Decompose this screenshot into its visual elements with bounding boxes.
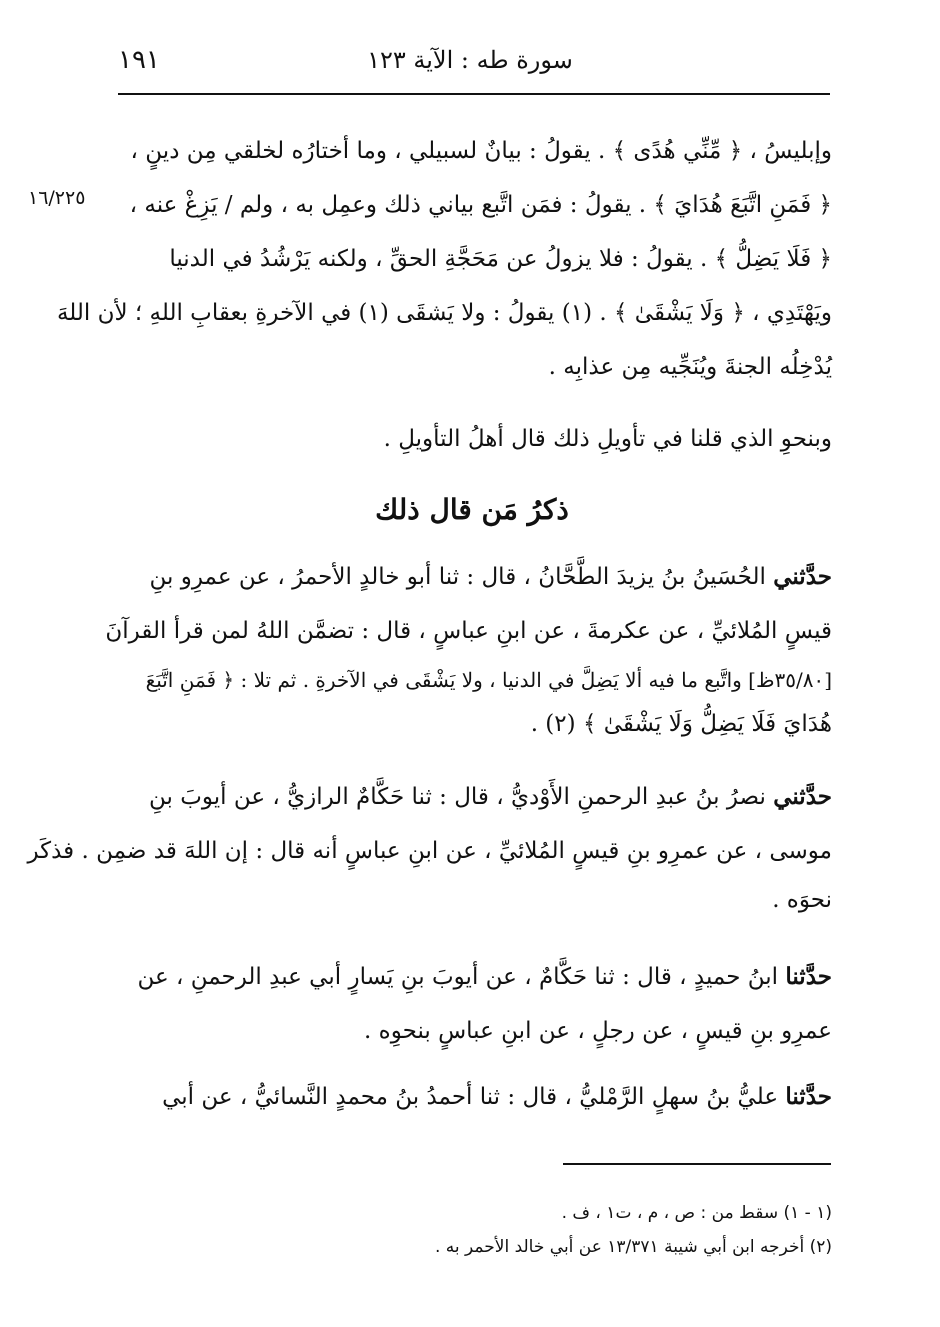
margin-reference: ١٦/٢٢٥	[28, 187, 86, 209]
narration-lead: حدَّثنا	[785, 1083, 832, 1110]
header-rule	[118, 93, 830, 95]
footnote-rule	[563, 1163, 831, 1165]
paragraph-5	[112, 950, 832, 1058]
text-line: وبنحوِ الذي قلنا في تأويلِ ذلك قال أهلُ التأويلِ .	[383, 426, 832, 452]
text-line: هُدَايَ فَلَا يَضِلُّ وَلَا يَشْقَىٰ ﴾ (٢) .	[530, 711, 832, 737]
text-line: ﴿ فَمَنِ اتَّبَعَ هُدَايَ ﴾ . يقولُ : فمَن اتَّبع بياني ذلك وعمِل به ، ولم / يَزِغْ عنه ،	[129, 192, 832, 218]
paragraph-2	[112, 412, 832, 466]
text-segment: نصرُ بنُ عبدِ الرحمنِ الأَوْديُّ ، قال : ثنا حَكَّامٌ الرازيُّ ، عن أيوبَ بنِ	[148, 784, 774, 810]
text-segment: ابنُ حميدٍ ، قال : ثنا حَكَّامٌ ، عن أيوبَ بنِ يَسارٍ أبي عبدِ الرحمنِ ، عن	[137, 964, 786, 990]
text-line	[112, 770, 832, 824]
text-line	[112, 1070, 832, 1124]
text-line: عمرِو بنِ قيسٍ ، عن رجلٍ ، عن ابنِ عباسٍ بنحوِه .	[364, 1018, 832, 1044]
running-title: سورة طه : الآية ١٢٣	[367, 46, 573, 74]
paragraph-4	[27, 770, 832, 922]
text-line: ويَهْتَدِي ، ﴿ وَلَا يَشْقَىٰ ﴾ . (١) يقولُ : ولا يَشقَى (١) في الآخرةِ بعقابِ اللهِ ؛ لأن اللهَ	[56, 300, 832, 326]
footnotes	[112, 1196, 832, 1264]
text-line: نحوَه .	[772, 887, 832, 913]
footnote-2: (٢) أخرجه ابن أبي شيبة ١٣/٣٧١ عن أبي خالد الأحمر به .	[434, 1237, 832, 1257]
paragraph-6	[112, 1070, 832, 1124]
text-line: [٣٥/٨٠ظ] واتَّبع ما فيه ألا يَضِلَّ في الدنيا ، ولا يَشْقَى في الآخرةِ . ثم تلا : ﴿ فَمَنِ اتَّبَعَ	[145, 668, 832, 692]
text-line	[112, 950, 832, 1004]
text-line: يُدْخِلُه الجنةَ ويُنَجِّيه مِن عذابِه .	[548, 354, 832, 380]
text-segment: الحُسَينُ بنُ يزيدَ الطَّحَّانُ ، قال : ثنا أبو خالدٍ الأحمرُ ، عن عمرِو بنِ	[149, 564, 774, 590]
text-line: قيسٍ المُلائيِّ ، عن عكرمةَ ، عن ابنِ عباسٍ ، قال : تضمَّن اللهُ لمن قرأ القرآنَ	[105, 618, 832, 644]
footnote-1: (١ - ١) سقط من : ص ، م ، ت١ ، ف .	[561, 1203, 832, 1223]
text-line	[112, 550, 832, 604]
text-line: موسى ، عن عمرِو بنِ قيسٍ المُلائيِّ ، عن ابنِ عباسٍ أنه قال : إن اللهَ قد ضمِن . فذكَر	[27, 838, 832, 864]
narration-lead: حدَّثني	[773, 563, 832, 590]
page-number: ١٩١	[118, 45, 160, 75]
text-line: وإبليسُ ، ﴿ مِّنِّي هُدًى ﴾ . يقولُ : بيانٌ لسبيلي ، وما أختارُه لخلقي مِن دينٍ ،	[130, 138, 832, 164]
narration-lead: حدَّثني	[773, 783, 832, 810]
section-heading: ذكرُ مَن قال ذلك	[375, 493, 569, 526]
narration-lead: حدَّثنا	[785, 963, 832, 990]
paragraph-3	[105, 550, 832, 746]
text-line: ﴿ فَلَا يَضِلُّ ﴾ . يقولُ : فلا يزولُ عن مَحَجَّةِ الحقِّ ، ولكنه يَرْشُدُ في الدنيا	[169, 246, 832, 272]
text-segment: عليُّ بنُ سهلٍ الرَّمْليُّ ، قال : ثنا أحمدُ بنُ محمدٍ النَّسائيُّ ، عن أبي	[162, 1084, 786, 1110]
